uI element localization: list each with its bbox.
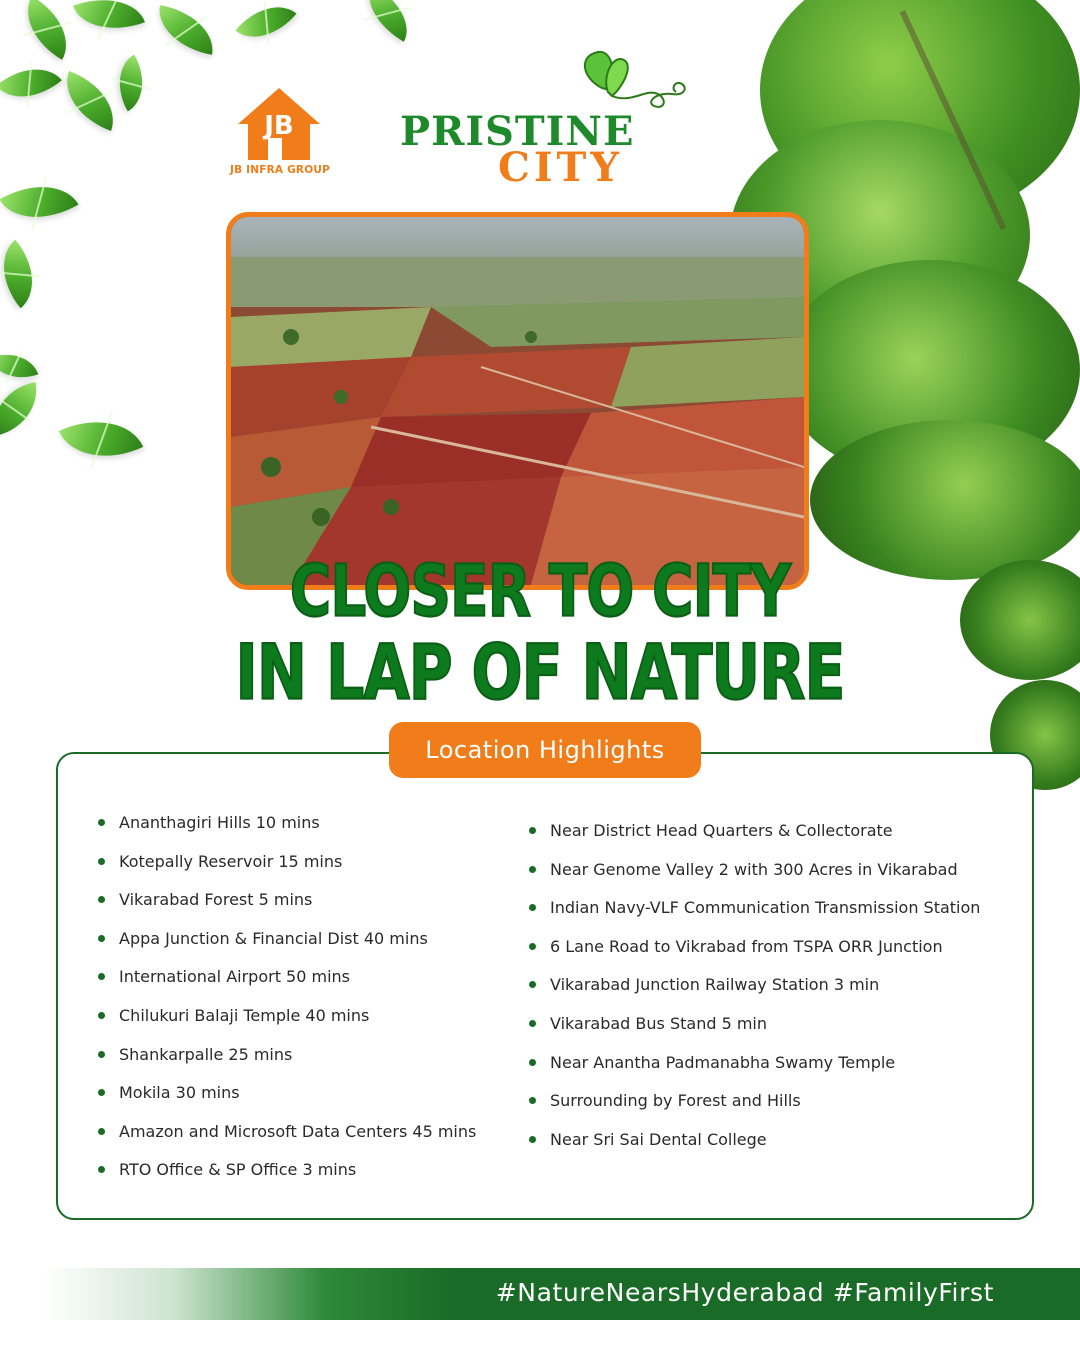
project-name-line2: CITY [498,144,623,191]
highlights-title: Location Highlights [389,722,701,778]
footer-hashtags: #NatureNearsHyderabad #FamilyFirst [495,1278,994,1307]
list-item: Near Genome Valley 2 with 300 Acres in Vikarabad [529,860,980,899]
leaf-icon [0,240,51,309]
project-name-line1: PRISTINE [400,108,635,155]
bullet-icon [98,973,105,980]
list-item: Appa Junction & Financial Dist 40 mins [98,929,476,968]
house-logo-icon [228,86,330,166]
bullet-icon [529,1020,536,1027]
list-item: Shankarpalle 25 mins [98,1045,476,1084]
list-item: Surrounding by Forest and Hills [529,1091,980,1130]
leaf-icon [105,55,157,112]
leaf-icon [59,402,144,477]
leaf-icon [153,5,219,55]
leaf-icon [355,0,420,42]
bullet-icon [529,1097,536,1104]
bullet-icon [98,1128,105,1135]
bullet-icon [98,935,105,942]
list-item: Chilukuri Balaji Temple 40 mins [98,1006,476,1045]
bullet-icon [529,1059,536,1066]
list-item: Indian Navy-VLF Communication Transmission Station [529,898,980,937]
list-item: RTO Office & SP Office 3 mins [98,1160,476,1199]
leaf-icon [0,51,62,115]
leaf-icon [235,0,296,53]
bullet-icon [98,858,105,865]
butterfly-icon [572,48,696,114]
bullet-icon [98,819,105,826]
bullet-icon [529,904,536,911]
list-item: International Airport 50 mins [98,967,476,1006]
bullet-icon [529,1136,536,1143]
list-item: Mokila 30 mins [98,1083,476,1122]
highlights-left-list [98,813,476,1199]
list-item: Vikarabad Bus Stand 5 min [529,1014,980,1053]
leaf-icon [0,166,79,237]
bullet-icon [529,827,536,834]
list-item: Ananthagiri Hills 10 mins [98,813,476,852]
headline-line2: IN LAP OF NATURE [235,629,845,718]
bullet-icon [98,896,105,903]
jb-infra-logo [228,86,330,178]
svg-text:JB: JB [264,111,294,141]
list-item: Near Anantha Padmanabha Swamy Temple [529,1053,980,1092]
bullet-icon [98,1089,105,1096]
aerial-land-photo [226,212,809,590]
leaf-icon [73,0,145,43]
list-item: Vikarabad Forest 5 mins [98,890,476,929]
bullet-icon [529,943,536,950]
bullet-icon [529,981,536,988]
list-item: 6 Lane Road to Vikrabad from TSPA ORR Junction [529,937,980,976]
developer-name: JB INFRA GROUP [230,164,330,176]
list-item: Vikarabad Junction Railway Station 3 min [529,975,980,1014]
bullet-icon [98,1051,105,1058]
leaf-icon [0,382,44,436]
bullet-icon [529,866,536,873]
list-item: Kotepally Reservoir 15 mins [98,852,476,891]
leaf-icon [0,344,38,388]
list-item: Near District Head Quarters & Collectorate [529,821,980,860]
leaf-icon [12,0,82,60]
bullet-icon [98,1012,105,1019]
headline-line1: CLOSER TO CITY [289,550,791,634]
bullet-icon [98,1166,105,1173]
list-item: Amazon and Microsoft Data Centers 45 mins [98,1122,476,1161]
list-item: Near Sri Sai Dental College [529,1130,980,1169]
highlights-right-list [529,821,980,1168]
